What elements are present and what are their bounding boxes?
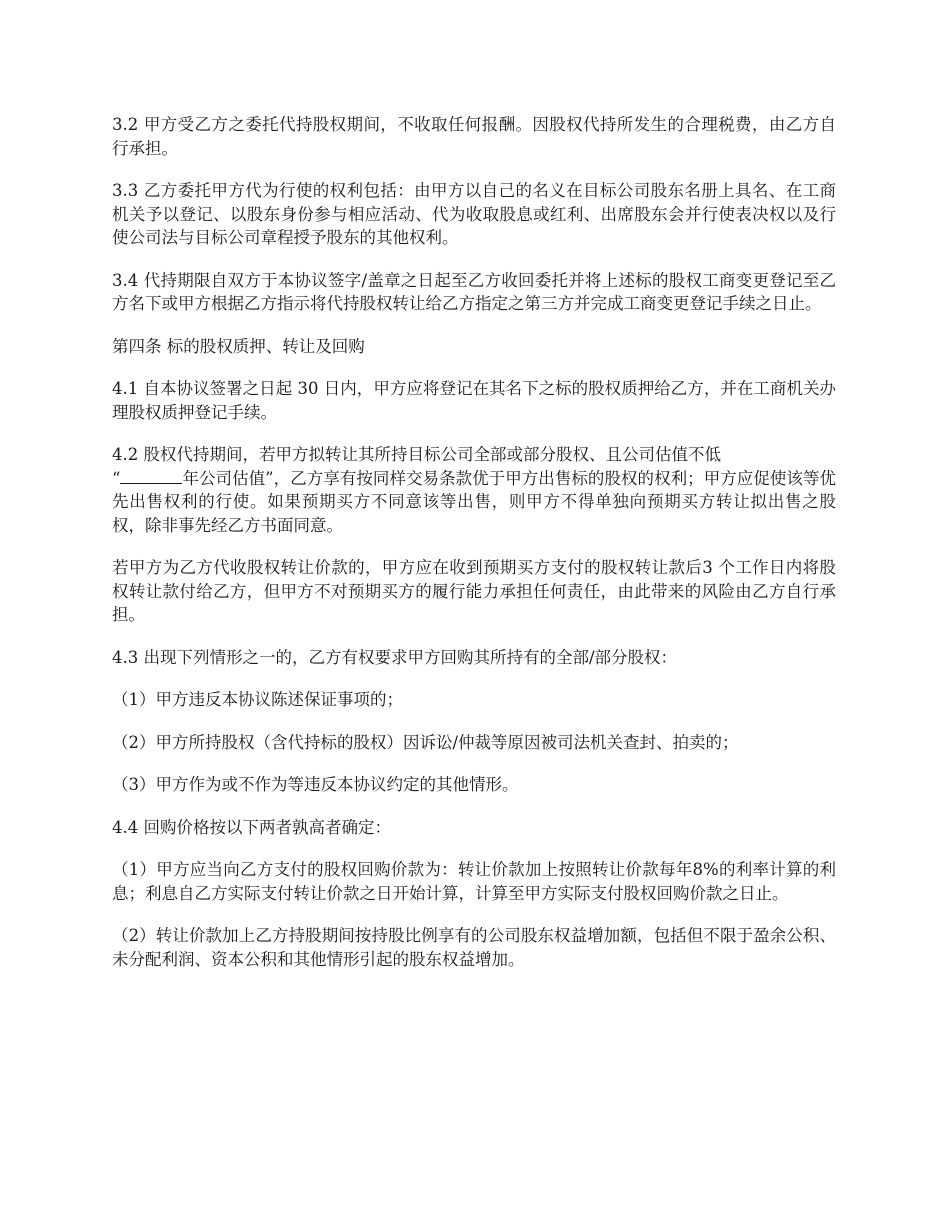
clause-3-4: 3.4 代持期限自双方于本协议签字/盖章之日起至乙方收回委托并将上述标的股权工商变更登记至乙方名下或甲方根据乙方指示将代持股权转让给乙方指定之第三方并完成工商变更登记手续之日止。 [112,270,836,313]
clause-3-2: 3.2 甲方受乙方之委托代持股权期间，不收取任何报酬。因股权代持所发生的合理税费，由乙方自行承担。 [112,115,836,158]
clause-4-2 [112,443,836,537]
clause-4-1: 4.1 自本协议签署之日起 30 日内，甲方应将登记在其名下之标的股权质押给乙方，并在工商机关办理股权质押登记手续。 [112,379,836,422]
clause-4-2-first-line: 4.2 股权代持期间，若甲方拟转让其所持目标公司全部或部分股权、且公司估值不低 [112,445,721,464]
document-page [112,113,836,990]
clause-4-2-collection: 若甲方为乙方代收股权转让价款的，甲方应在收到预期买方支付的股权转让款后3 个工作日内将股权转让款付给乙方，但甲方不对预期买方的履行能力承担任何责任，由此带来的风险由乙方自行承担。 [112,558,836,624]
clause-4-4-item-1: （1）甲方应当向乙方支付的股权回购价款为：转让价款加上按照转让价款每年8%的利率计算的利息；利息自乙方实际支付转让价款之日开始计算，计算至甲方实际支付股权回购价款之日止。 [112,860,836,903]
clause-4-3: 4.3 出现下列情形之一的，乙方有权要求甲方回购其所持有的全部/部分股权： [112,647,678,667]
clause-4-3-item-2: （2）甲方所持股权（含代持标的股权）因诉讼/仲裁等原因被司法机关查封、拍卖的； [112,732,739,752]
clause-4-2-open-quote: “ [112,468,121,488]
clause-4-4-item-2: （2）转让价款加上乙方持股期间按持股比例享有的公司股东权益增加额，包括但不限于盈余公积、未分配利润、资本公积和其他情形引起的股东权益增加。 [112,926,836,969]
clause-4-2-rest: 年公司估值”，乙方享有按同样交易条款优于甲方出售标的股权的权利；甲方应促使该等优先出售权利的行使。如果预期买方不同意该等出售，则甲方不得单独向预期买方转让拟出售之股权，除非事先经乙方书面同意。 [112,468,836,535]
clause-4-3-item-3: （3）甲方作为或不作为等违反本协议约定的其他情形。 [112,775,519,794]
valuation-blank-line [120,468,182,484]
clause-3-3: 3.3 乙方委托甲方代为行使的权利包括：由甲方以自己的名义在目标公司股东名册上具名、在工商机关予以登记、以股东身份参与相应活动、代为收取股息或红利、出席股东会并行使表决权以及行使公司法与目标公司章程授予股东的其他权利。 [112,181,836,247]
article-4-heading: 第四条 标的股权质押、转让及回购 [112,336,365,356]
clause-4-3-item-1: （1）甲方违反本协议陈述保证事项的； [112,690,403,709]
clause-4-4: 4.4 回购价格按以下两者孰高者确定： [112,817,391,837]
